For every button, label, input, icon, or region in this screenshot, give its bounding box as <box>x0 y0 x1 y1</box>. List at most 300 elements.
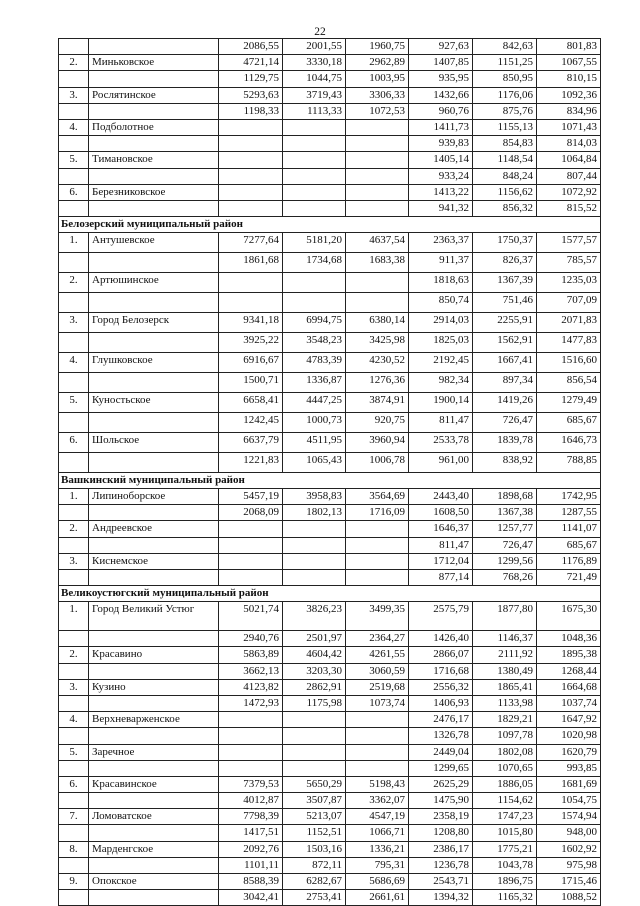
row-number: 3. <box>59 679 89 695</box>
value-cell: 1829,21 <box>473 712 537 728</box>
value-cell: 1065,43 <box>283 453 346 473</box>
row-number: 2. <box>59 647 89 663</box>
table-row <box>59 809 601 825</box>
row-number: 3. <box>59 313 89 333</box>
row-number <box>59 200 89 216</box>
value-cell: 1006,78 <box>346 453 409 473</box>
table-row <box>59 874 601 890</box>
value-cell: 856,54 <box>537 373 601 393</box>
settlement-name <box>89 168 219 184</box>
value-cell: 3499,35 <box>346 602 409 631</box>
value-cell: 2862,91 <box>283 679 346 695</box>
value-cell: 1073,74 <box>346 695 409 711</box>
value-cell: 6916,67 <box>219 353 283 373</box>
value-cell <box>219 119 283 135</box>
table-row <box>59 168 601 184</box>
table-row <box>59 393 601 413</box>
value-cell: 1477,83 <box>537 333 601 353</box>
value-cell: 1896,75 <box>473 874 537 890</box>
value-cell: 1712,04 <box>409 553 473 569</box>
value-cell: 838,92 <box>473 453 537 473</box>
settlement-name: Тимановское <box>89 152 219 168</box>
value-cell: 6282,67 <box>283 874 346 890</box>
row-number <box>59 793 89 809</box>
value-cell: 1092,36 <box>537 87 601 103</box>
value-cell: 1072,92 <box>537 184 601 200</box>
value-cell: 785,57 <box>537 253 601 273</box>
value-cell: 815,52 <box>537 200 601 216</box>
value-cell: 1257,77 <box>473 521 537 537</box>
table-row <box>59 793 601 809</box>
settlement-name <box>89 253 219 273</box>
settlement-name: Ломоватское <box>89 809 219 825</box>
value-cell: 1900,14 <box>409 393 473 413</box>
value-cell: 933,24 <box>409 168 473 184</box>
table-row <box>59 760 601 776</box>
value-cell: 1156,62 <box>473 184 537 200</box>
value-cell: 1048,36 <box>537 631 601 647</box>
value-cell: 2476,17 <box>409 712 473 728</box>
table-row <box>59 825 601 841</box>
table-row <box>59 200 601 216</box>
row-number <box>59 890 89 906</box>
value-cell: 4012,87 <box>219 793 283 809</box>
value-cell <box>346 184 409 200</box>
value-cell: 751,46 <box>473 293 537 313</box>
value-cell: 4123,82 <box>219 679 283 695</box>
settlement-name: Кузино <box>89 679 219 695</box>
value-cell <box>283 136 346 152</box>
value-cell: 5650,29 <box>283 776 346 792</box>
value-cell: 1608,50 <box>409 505 473 521</box>
value-cell: 3960,94 <box>346 433 409 453</box>
table-row <box>59 373 601 393</box>
value-cell: 2962,89 <box>346 55 409 71</box>
value-cell: 854,83 <box>473 136 537 152</box>
settlement-name: Опокское <box>89 874 219 890</box>
row-number <box>59 857 89 873</box>
row-number: 6. <box>59 184 89 200</box>
value-cell: 3507,87 <box>283 793 346 809</box>
value-cell: 2192,45 <box>409 353 473 373</box>
value-cell <box>346 293 409 313</box>
value-cell: 842,63 <box>473 39 537 55</box>
value-cell: 6380,14 <box>346 313 409 333</box>
row-number <box>59 631 89 647</box>
settlement-name <box>89 373 219 393</box>
value-cell: 4721,14 <box>219 55 283 71</box>
value-cell <box>283 712 346 728</box>
row-number: 5. <box>59 152 89 168</box>
value-cell: 811,47 <box>409 537 473 553</box>
value-cell: 856,32 <box>473 200 537 216</box>
value-cell <box>283 200 346 216</box>
tariff-table <box>58 38 601 906</box>
settlement-name <box>89 728 219 744</box>
value-cell: 768,26 <box>473 570 537 586</box>
value-cell: 2358,19 <box>409 809 473 825</box>
value-cell <box>219 184 283 200</box>
value-cell: 2001,55 <box>283 39 346 55</box>
row-number: 6. <box>59 776 89 792</box>
value-cell: 811,47 <box>409 413 473 433</box>
value-cell: 5181,20 <box>283 233 346 253</box>
settlement-name <box>89 793 219 809</box>
value-cell: 6994,75 <box>283 313 346 333</box>
row-number <box>59 413 89 433</box>
value-cell: 1500,71 <box>219 373 283 393</box>
value-cell: 1577,57 <box>537 233 601 253</box>
value-cell: 1394,32 <box>409 890 473 906</box>
value-cell: 721,49 <box>537 570 601 586</box>
value-cell: 1064,84 <box>537 152 601 168</box>
value-cell: 3925,22 <box>219 333 283 353</box>
value-cell <box>219 168 283 184</box>
value-cell: 1802,08 <box>473 744 537 760</box>
value-cell: 848,24 <box>473 168 537 184</box>
value-cell <box>346 152 409 168</box>
value-cell <box>346 760 409 776</box>
value-cell: 814,03 <box>537 136 601 152</box>
value-cell: 1097,78 <box>473 728 537 744</box>
table-row <box>59 695 601 711</box>
value-cell: 2071,83 <box>537 313 601 333</box>
value-cell: 1417,51 <box>219 825 283 841</box>
value-cell <box>283 570 346 586</box>
settlement-name: Березниковское <box>89 184 219 200</box>
value-cell: 1405,14 <box>409 152 473 168</box>
value-cell: 826,37 <box>473 253 537 273</box>
value-cell: 1775,21 <box>473 841 537 857</box>
row-number <box>59 825 89 841</box>
table-row <box>59 55 601 71</box>
settlement-name <box>89 825 219 841</box>
value-cell: 3874,91 <box>346 393 409 413</box>
table-row <box>59 890 601 906</box>
table-row <box>59 184 601 200</box>
value-cell: 2092,76 <box>219 841 283 857</box>
table-row <box>59 857 601 873</box>
value-cell: 5686,69 <box>346 874 409 890</box>
value-cell: 4261,55 <box>346 647 409 663</box>
row-number: 2. <box>59 273 89 293</box>
value-cell: 4637,54 <box>346 233 409 253</box>
table-row <box>59 631 601 647</box>
value-cell <box>219 521 283 537</box>
value-cell: 1861,68 <box>219 253 283 273</box>
settlement-name <box>89 857 219 873</box>
value-cell: 1054,75 <box>537 793 601 809</box>
value-cell: 3330,18 <box>283 55 346 71</box>
value-cell <box>219 293 283 313</box>
value-cell: 1148,54 <box>473 152 537 168</box>
value-cell <box>283 760 346 776</box>
settlement-name <box>89 505 219 521</box>
value-cell: 788,85 <box>537 453 601 473</box>
value-cell <box>219 744 283 760</box>
value-cell <box>283 744 346 760</box>
value-cell: 3060,59 <box>346 663 409 679</box>
value-cell: 1839,78 <box>473 433 537 453</box>
value-cell <box>283 119 346 135</box>
value-cell: 1898,68 <box>473 489 537 505</box>
value-cell: 1432,66 <box>409 87 473 103</box>
row-number: 6. <box>59 433 89 453</box>
value-cell: 1020,98 <box>537 728 601 744</box>
table-row <box>59 505 601 521</box>
row-number <box>59 253 89 273</box>
value-cell: 1133,98 <box>473 695 537 711</box>
value-cell <box>219 273 283 293</box>
value-cell: 801,83 <box>537 39 601 55</box>
value-cell: 1088,52 <box>537 890 601 906</box>
value-cell: 1877,80 <box>473 602 537 631</box>
row-number: 4. <box>59 353 89 373</box>
table-row <box>59 663 601 679</box>
value-cell: 726,47 <box>473 413 537 433</box>
value-cell: 4783,39 <box>283 353 346 373</box>
row-number <box>59 71 89 87</box>
value-cell: 1407,85 <box>409 55 473 71</box>
district-header-row <box>59 473 601 489</box>
row-number <box>59 103 89 119</box>
value-cell: 1235,03 <box>537 273 601 293</box>
value-cell: 961,00 <box>409 453 473 473</box>
settlement-name <box>89 537 219 553</box>
value-cell: 1574,94 <box>537 809 601 825</box>
table-row <box>59 521 601 537</box>
table-row <box>59 39 601 55</box>
table-row <box>59 537 601 553</box>
table-row <box>59 776 601 792</box>
value-cell <box>283 184 346 200</box>
value-cell: 3958,83 <box>283 489 346 505</box>
value-cell: 960,76 <box>409 103 473 119</box>
settlement-name: Заречное <box>89 744 219 760</box>
value-cell: 1037,74 <box>537 695 601 711</box>
value-cell: 5457,19 <box>219 489 283 505</box>
table-row <box>59 136 601 152</box>
row-number <box>59 663 89 679</box>
row-number: 7. <box>59 809 89 825</box>
value-cell: 2753,41 <box>283 890 346 906</box>
value-cell: 4547,19 <box>346 809 409 825</box>
settlement-name <box>89 136 219 152</box>
settlement-name: Красавино <box>89 647 219 663</box>
value-cell: 3826,23 <box>283 602 346 631</box>
value-cell: 1276,36 <box>346 373 409 393</box>
value-cell <box>346 136 409 152</box>
table-row <box>59 119 601 135</box>
value-cell <box>283 293 346 313</box>
row-number: 4. <box>59 712 89 728</box>
value-cell: 3042,41 <box>219 890 283 906</box>
value-cell: 1747,23 <box>473 809 537 825</box>
value-cell: 6658,41 <box>219 393 283 413</box>
value-cell: 975,98 <box>537 857 601 873</box>
value-cell: 4447,25 <box>283 393 346 413</box>
value-cell: 1208,80 <box>409 825 473 841</box>
value-cell: 726,47 <box>473 537 537 553</box>
value-cell: 2443,40 <box>409 489 473 505</box>
table-row <box>59 152 601 168</box>
value-cell: 1299,56 <box>473 553 537 569</box>
value-cell: 2940,76 <box>219 631 283 647</box>
settlement-name: Город Великий Устюг <box>89 602 219 631</box>
value-cell <box>283 553 346 569</box>
value-cell: 1003,95 <box>346 71 409 87</box>
value-cell <box>346 168 409 184</box>
settlement-name: Город Белозерск <box>89 313 219 333</box>
table-row <box>59 647 601 663</box>
row-number <box>59 453 89 473</box>
value-cell: 2866,07 <box>409 647 473 663</box>
table-row <box>59 712 601 728</box>
settlement-name <box>89 103 219 119</box>
value-cell: 2625,29 <box>409 776 473 792</box>
table-row <box>59 233 601 253</box>
value-cell: 2533,78 <box>409 433 473 453</box>
settlement-name <box>89 333 219 353</box>
value-cell: 1000,73 <box>283 413 346 433</box>
row-number <box>59 293 89 313</box>
value-cell: 897,34 <box>473 373 537 393</box>
row-number <box>59 537 89 553</box>
settlement-name <box>89 39 219 55</box>
value-cell: 1715,46 <box>537 874 601 890</box>
table-row <box>59 453 601 473</box>
value-cell: 685,67 <box>537 537 601 553</box>
value-cell: 1043,78 <box>473 857 537 873</box>
value-cell: 3362,07 <box>346 793 409 809</box>
table-row <box>59 744 601 760</box>
value-cell: 685,67 <box>537 413 601 433</box>
settlement-name: Подболотное <box>89 119 219 135</box>
settlement-name <box>89 663 219 679</box>
value-cell: 3719,43 <box>283 87 346 103</box>
value-cell: 2914,03 <box>409 313 473 333</box>
value-cell: 4511,95 <box>283 433 346 453</box>
value-cell: 7379,53 <box>219 776 283 792</box>
table-row <box>59 413 601 433</box>
settlement-name: Рослятинское <box>89 87 219 103</box>
settlement-name <box>89 760 219 776</box>
table-row <box>59 333 601 353</box>
table-row <box>59 253 601 273</box>
value-cell: 1299,65 <box>409 760 473 776</box>
value-cell <box>346 728 409 744</box>
value-cell: 948,00 <box>537 825 601 841</box>
table-row <box>59 570 601 586</box>
row-number: 9. <box>59 874 89 890</box>
value-cell: 1503,16 <box>283 841 346 857</box>
value-cell <box>283 521 346 537</box>
value-cell: 1683,38 <box>346 253 409 273</box>
settlement-name: Глушковское <box>89 353 219 373</box>
value-cell: 1146,37 <box>473 631 537 647</box>
value-cell: 1129,75 <box>219 71 283 87</box>
value-cell <box>219 152 283 168</box>
table-row <box>59 602 601 631</box>
value-cell: 1960,75 <box>346 39 409 55</box>
table-row <box>59 71 601 87</box>
value-cell: 1646,73 <box>537 433 601 453</box>
value-cell <box>283 168 346 184</box>
value-cell: 875,76 <box>473 103 537 119</box>
value-cell: 982,34 <box>409 373 473 393</box>
value-cell: 1620,79 <box>537 744 601 760</box>
value-cell: 1152,51 <box>283 825 346 841</box>
value-cell: 2068,09 <box>219 505 283 521</box>
row-number <box>59 728 89 744</box>
district-header-row <box>59 586 601 602</box>
value-cell: 941,32 <box>409 200 473 216</box>
value-cell: 1336,21 <box>346 841 409 857</box>
value-cell: 1268,44 <box>537 663 601 679</box>
value-cell <box>219 136 283 152</box>
value-cell <box>219 570 283 586</box>
value-cell: 1367,38 <box>473 505 537 521</box>
value-cell <box>346 553 409 569</box>
value-cell: 1895,38 <box>537 647 601 663</box>
page-number: 22 <box>314 26 326 38</box>
value-cell: 795,31 <box>346 857 409 873</box>
value-cell <box>283 728 346 744</box>
value-cell: 1664,68 <box>537 679 601 695</box>
district-title: Великоустюгский муниципальный район <box>59 586 601 602</box>
row-number: 1. <box>59 602 89 631</box>
value-cell: 1426,40 <box>409 631 473 647</box>
settlement-name <box>89 890 219 906</box>
value-cell: 5863,89 <box>219 647 283 663</box>
value-cell: 1419,26 <box>473 393 537 413</box>
value-cell: 1101,11 <box>219 857 283 873</box>
value-cell: 939,83 <box>409 136 473 152</box>
value-cell: 1406,93 <box>409 695 473 711</box>
row-number: 5. <box>59 744 89 760</box>
value-cell: 1472,93 <box>219 695 283 711</box>
row-number: 3. <box>59 87 89 103</box>
value-cell: 2661,61 <box>346 890 409 906</box>
value-cell <box>283 152 346 168</box>
row-number: 2. <box>59 55 89 71</box>
value-cell: 807,44 <box>537 168 601 184</box>
value-cell <box>346 200 409 216</box>
value-cell <box>283 537 346 553</box>
value-cell: 2543,71 <box>409 874 473 890</box>
value-cell: 1198,33 <box>219 103 283 119</box>
settlement-name: Артюшинское <box>89 273 219 293</box>
value-cell: 1716,09 <box>346 505 409 521</box>
settlement-name <box>89 71 219 87</box>
value-cell: 850,74 <box>409 293 473 313</box>
settlement-name: Миньковское <box>89 55 219 71</box>
value-cell <box>219 537 283 553</box>
value-cell <box>346 570 409 586</box>
table-body <box>59 39 601 906</box>
table-row <box>59 489 601 505</box>
value-cell: 707,09 <box>537 293 601 313</box>
value-cell: 1681,69 <box>537 776 601 792</box>
value-cell <box>346 273 409 293</box>
value-cell: 877,14 <box>409 570 473 586</box>
district-title: Вашкинский муниципальный район <box>59 473 601 489</box>
row-number: 2. <box>59 521 89 537</box>
value-cell: 3662,13 <box>219 663 283 679</box>
value-cell: 1413,22 <box>409 184 473 200</box>
row-number: 1. <box>59 233 89 253</box>
value-cell: 4604,42 <box>283 647 346 663</box>
